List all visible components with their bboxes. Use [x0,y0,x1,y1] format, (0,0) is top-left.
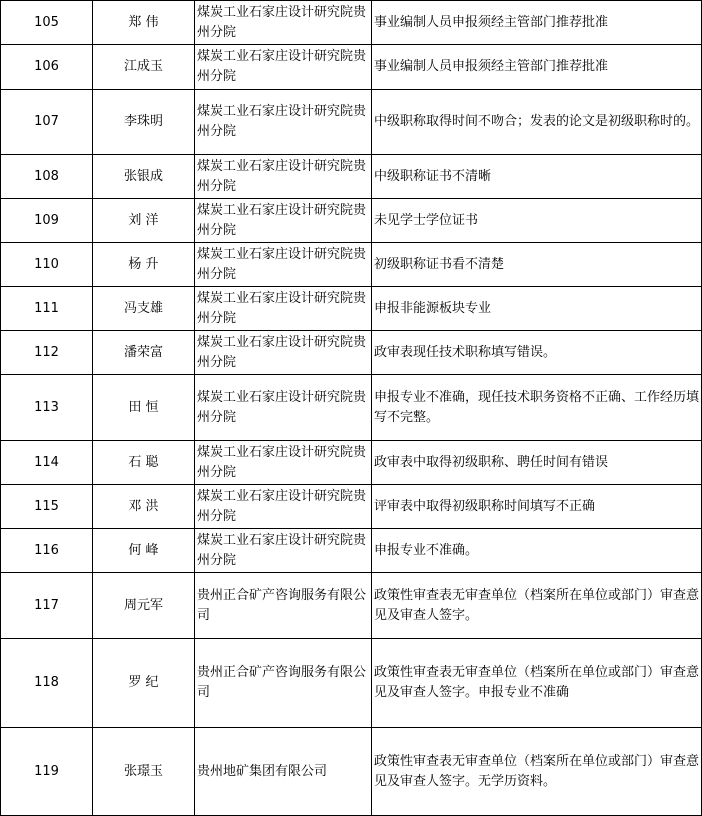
applicant-name: 周元军 [93,573,195,639]
table-row [1,331,702,375]
table-row [1,90,702,155]
applicant-name: 李珠明 [93,90,195,155]
applicant-unit: 煤炭工业石家庄设计研究院贵州分院 [195,243,372,287]
row-number: 115 [1,485,93,529]
applicant-name: 田 恒 [93,375,195,441]
rejection-reason: 政审表现任技术职称填写错误。 [372,331,702,375]
applicant-name: 潘荣富 [93,331,195,375]
row-number: 117 [1,573,93,639]
row-number: 109 [1,199,93,243]
row-number: 107 [1,90,93,155]
applicant-name: 张银成 [93,155,195,199]
table-row [1,287,702,331]
applicant-name: 冯支雄 [93,287,195,331]
rejection-reason: 评审表中取得初级职称时间填写不正确 [372,485,702,529]
applicant-unit: 煤炭工业石家庄设计研究院贵州分院 [195,155,372,199]
rejection-reason: 中级职称取得时间不吻合；发表的论文是初级职称时的。 [372,90,702,155]
applicant-unit: 煤炭工业石家庄设计研究院贵州分院 [195,485,372,529]
applicant-unit: 煤炭工业石家庄设计研究院贵州分院 [195,331,372,375]
applicant-unit: 煤炭工业石家庄设计研究院贵州分院 [195,375,372,441]
rejection-reason: 初级职称证书看不清楚 [372,243,702,287]
applicant-unit: 贵州正合矿产咨询服务有限公司 [195,573,372,639]
applicant-name: 郑 伟 [93,1,195,45]
row-number: 118 [1,639,93,728]
applicant-unit: 煤炭工业石家庄设计研究院贵州分院 [195,441,372,485]
table-row [1,155,702,199]
table-row [1,199,702,243]
row-number: 106 [1,45,93,90]
rejection-reason: 申报专业不准确，现任技术职务资格不正确、工作经历填写不完整。 [372,375,702,441]
applicant-unit: 煤炭工业石家庄设计研究院贵州分院 [195,45,372,90]
applicant-unit: 煤炭工业石家庄设计研究院贵州分院 [195,287,372,331]
applicant-unit: 贵州正合矿产咨询服务有限公司 [195,639,372,728]
applicant-name: 刘 洋 [93,199,195,243]
rejection-reason: 事业编制人员申报须经主管部门推荐批准 [372,1,702,45]
applicant-unit: 煤炭工业石家庄设计研究院贵州分院 [195,90,372,155]
table-row [1,243,702,287]
applicant-name: 邓 洪 [93,485,195,529]
table-row [1,573,702,639]
applicant-unit: 煤炭工业石家庄设计研究院贵州分院 [195,199,372,243]
applicant-name: 张璟玉 [93,728,195,816]
row-number: 111 [1,287,93,331]
applicant-name: 石 聪 [93,441,195,485]
row-number: 113 [1,375,93,441]
rejection-reason: 中级职称证书不清晰 [372,155,702,199]
table-row [1,485,702,529]
rejection-reason: 事业编制人员申报须经主管部门推荐批准 [372,45,702,90]
applicant-unit: 贵州地矿集团有限公司 [195,728,372,816]
rejection-reason: 政审表中取得初级职称、聘任时间有错误 [372,441,702,485]
applicant-name: 江成玉 [93,45,195,90]
row-number: 110 [1,243,93,287]
rejection-reason: 政策性审查表无审查单位（档案所在单位或部门）审查意见及审查人签字。 [372,573,702,639]
row-number: 112 [1,331,93,375]
table-row [1,45,702,90]
table-row [1,375,702,441]
applicant-name: 杨 升 [93,243,195,287]
applicant-name: 何 峰 [93,529,195,573]
applicant-name: 罗 纪 [93,639,195,728]
table-row [1,728,702,816]
rejection-reason: 政策性审查表无审查单位（档案所在单位或部门）审查意见及审查人签字。无学历资料。 [372,728,702,816]
row-number: 114 [1,441,93,485]
table-row [1,441,702,485]
rejection-reason: 未见学士学位证书 [372,199,702,243]
table-row [1,639,702,728]
table-row [1,1,702,45]
row-number: 105 [1,1,93,45]
applicant-unit: 煤炭工业石家庄设计研究院贵州分院 [195,529,372,573]
rejection-reason: 申报非能源板块专业 [372,287,702,331]
row-number: 116 [1,529,93,573]
rejection-reason: 申报专业不准确。 [372,529,702,573]
row-number: 119 [1,728,93,816]
table-row [1,529,702,573]
rejection-reason: 政策性审查表无审查单位（档案所在单位或部门）审查意见及审查人签字。申报专业不准确 [372,639,702,728]
row-number: 108 [1,155,93,199]
applicant-unit: 煤炭工业石家庄设计研究院贵州分院 [195,1,372,45]
